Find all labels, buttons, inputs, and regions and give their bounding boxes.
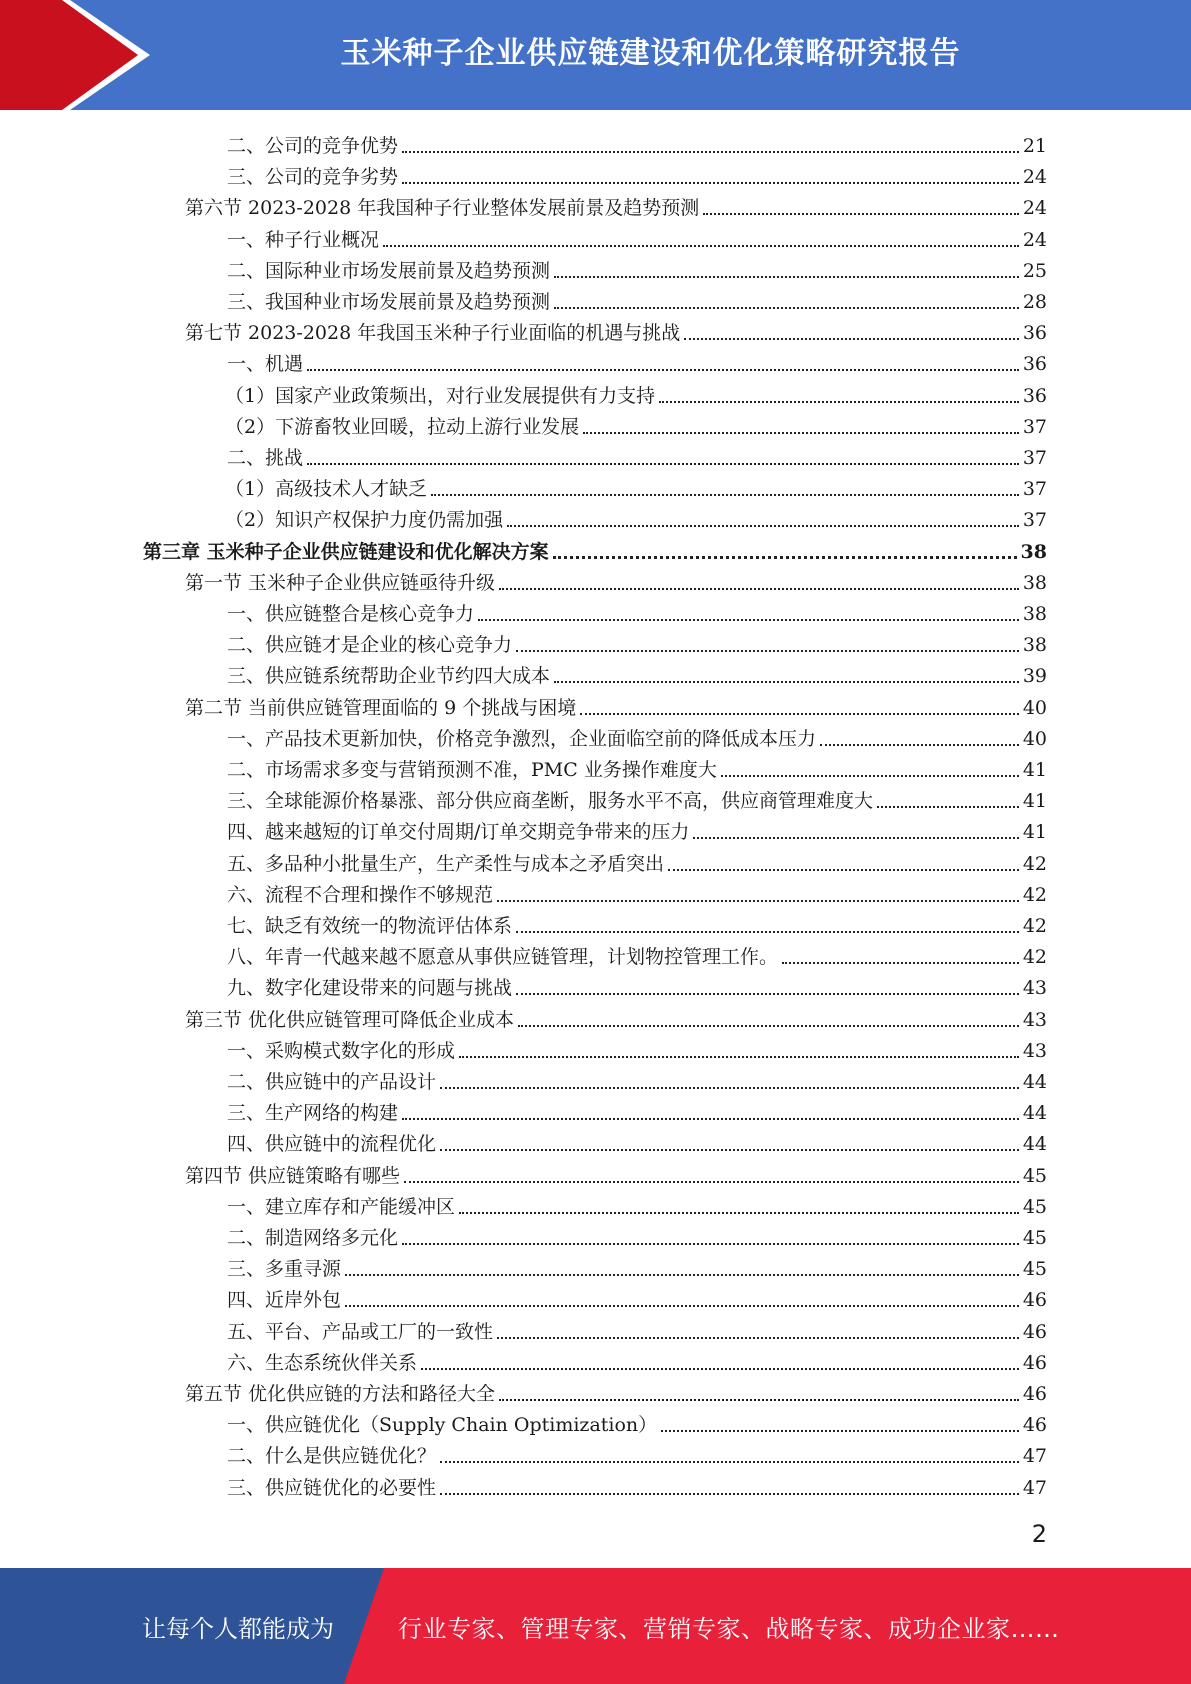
- report-header: [0, 0, 1191, 110]
- toc-page-number: 37: [1022, 478, 1047, 501]
- toc-entry-title: 第三章 玉米种子企业供应链建设和优化解决方案: [143, 540, 549, 563]
- toc-subsection-entry[interactable]: [227, 938, 1047, 969]
- toc-dot-leader: [661, 1430, 1019, 1432]
- toc-subsection-entry[interactable]: [227, 751, 1047, 782]
- toc-dot-leader: [402, 182, 1019, 184]
- toc-page-number: 45: [1022, 1227, 1047, 1249]
- toc-subsection-entry[interactable]: [227, 626, 1047, 657]
- toc-page-number: 42: [1022, 852, 1047, 875]
- toc-page-number: 47: [1022, 1476, 1047, 1499]
- toc-dot-leader: [345, 1305, 1019, 1307]
- toc-subsection-entry[interactable]: [225, 377, 1047, 408]
- toc-entry-title: 三、全球能源价格暴涨、部分供应商垄断，服务水平不高，供应商管理难度大: [227, 790, 874, 813]
- toc-subsection-entry[interactable]: [227, 1125, 1047, 1156]
- toc-page-number: 38: [1022, 634, 1047, 657]
- toc-entry-title: 一、机遇: [227, 353, 304, 376]
- toc-page-number: 41: [1022, 821, 1047, 844]
- toc-page-number: 38: [1022, 603, 1047, 625]
- toc-dot-leader: [782, 962, 1019, 964]
- toc-page-number: 46: [1022, 1320, 1047, 1343]
- toc-page-number: 46: [1022, 1289, 1047, 1312]
- toc-entry-title: 三、我国种业市场发展前景及趋势预测: [227, 291, 551, 313]
- toc-entry-title: 第五节 优化供应链的方法和路径大全: [185, 1383, 496, 1405]
- toc-dot-leader: [516, 650, 1019, 652]
- toc-page-number: 38: [1020, 540, 1047, 563]
- toc-dot-leader: [659, 401, 1019, 403]
- toc-entry-title: 四、近岸外包: [227, 1289, 342, 1312]
- chevron-arrow-icon: [0, 0, 160, 110]
- toc-subsection-entry[interactable]: [227, 1437, 1047, 1468]
- toc-page-number: 45: [1022, 1195, 1047, 1218]
- toc-dot-leader: [307, 369, 1019, 371]
- toc-dot-leader: [421, 1368, 1019, 1370]
- toc-subsection-entry[interactable]: [227, 158, 1047, 189]
- toc-subsection-entry[interactable]: [227, 813, 1047, 844]
- page-number: 2: [1031, 1520, 1047, 1548]
- toc-page-number: 21: [1022, 135, 1047, 157]
- toc-dot-leader: [553, 556, 1017, 559]
- toc-entry-title: 六、生态系统伙伴关系: [227, 1351, 418, 1374]
- toc-page-number: 36: [1022, 322, 1047, 345]
- toc-page-number: 38: [1022, 571, 1047, 594]
- toc-page-number: 37: [1022, 415, 1047, 438]
- toc-page-number: 24: [1022, 228, 1047, 251]
- toc-subsection-entry[interactable]: [227, 1406, 1047, 1437]
- toc-dot-leader: [478, 619, 1019, 621]
- toc-entry-title: 第二节 当前供应链管理面临的 9 个挑战与困境: [185, 696, 577, 719]
- toc-page-number: 46: [1022, 1351, 1047, 1374]
- toc-dot-leader: [668, 869, 1019, 871]
- toc-page-number: 44: [1022, 1102, 1047, 1125]
- toc-dot-leader: [402, 1118, 1019, 1120]
- toc-dot-leader: [404, 1181, 1019, 1183]
- toc-entry-title: 第七节 2023-2028 年我国玉米种子行业面临的机遇与挑战: [185, 322, 681, 345]
- toc-dot-leader: [554, 307, 1019, 309]
- toc-page-number: 46: [1022, 1383, 1047, 1405]
- toc-entry-title: 三、供应链系统帮助企业节约四大成本: [227, 665, 551, 688]
- toc-subsection-entry[interactable]: [227, 876, 1047, 907]
- toc-page-number: 45: [1022, 1164, 1047, 1187]
- toc-entry-title: （2）下游畜牧业回暖，拉动上游行业发展: [225, 415, 580, 438]
- toc-page-number: 43: [1022, 977, 1047, 1000]
- toc-dot-leader: [499, 588, 1019, 590]
- toc-entry-title: 五、多品种小批量生产，生产柔性与成本之矛盾突出: [227, 852, 665, 875]
- toc-dot-leader: [402, 151, 1019, 153]
- toc-dot-leader: [440, 1149, 1019, 1151]
- toc-chapter-entry[interactable]: [143, 533, 1047, 564]
- toc-entry-title: （2）知识产权保护力度仍需加强: [225, 509, 504, 532]
- toc-entry-title: 二、什么是供应链优化？: [227, 1445, 437, 1468]
- toc-section-entry[interactable]: [185, 689, 1047, 720]
- toc-page-number: 36: [1022, 384, 1047, 407]
- toc-entry-title: 一、供应链整合是核心竞争力: [227, 603, 475, 625]
- toc-dot-leader: [554, 681, 1019, 683]
- toc-dot-leader: [383, 245, 1019, 247]
- toc-entry-title: 第四节 供应链策略有哪些: [185, 1164, 401, 1187]
- toc-page-number: 40: [1022, 696, 1047, 719]
- toc-subsection-entry[interactable]: [227, 1063, 1047, 1094]
- toc-subsection-entry[interactable]: [227, 1469, 1047, 1500]
- toc-page-number: 46: [1022, 1414, 1047, 1437]
- toc-entry-title: 三、供应链优化的必要性: [227, 1476, 437, 1499]
- toc-subsection-entry[interactable]: [227, 782, 1047, 813]
- toc-subsection-entry[interactable]: [227, 221, 1047, 252]
- toc-page-number: 41: [1022, 790, 1047, 813]
- toc-entry-title: 三、公司的竞争劣势: [227, 166, 399, 189]
- toc-page-number: 28: [1022, 291, 1047, 313]
- toc-entry-title: 一、供应链优化（Supply Chain Optimization）: [227, 1414, 658, 1437]
- toc-dot-leader: [499, 1399, 1019, 1401]
- toc-subsection-entry[interactable]: [227, 127, 1047, 158]
- toc-entry-title: 第一节 玉米种子企业供应链亟待升级: [185, 571, 496, 594]
- toc-dot-leader: [554, 276, 1019, 278]
- footer-banner: [0, 1568, 1191, 1684]
- toc-subsection-entry[interactable]: [227, 439, 1047, 470]
- toc-page-number: 37: [1022, 447, 1047, 469]
- toc-section-entry[interactable]: [185, 564, 1047, 595]
- toc-subsection-entry[interactable]: [227, 657, 1047, 688]
- report-title: 玉米种子企业供应链建设和优化策略研究报告: [340, 36, 961, 71]
- toc-subsection-entry[interactable]: [227, 1094, 1047, 1125]
- toc-dot-leader: [440, 1461, 1019, 1463]
- toc-dot-leader: [516, 993, 1019, 995]
- toc-page-number: 40: [1022, 727, 1047, 750]
- toc-entry-title: 一、建立库存和产能缓冲区: [227, 1195, 456, 1218]
- toc-subsection-entry[interactable]: [227, 969, 1047, 1000]
- toc-subsection-entry[interactable]: [227, 283, 1047, 314]
- toc-entry-title: 四、越来越短的订单交付周期/订单交期竞争带来的压力: [227, 821, 690, 844]
- toc-subsection-entry[interactable]: [227, 845, 1047, 876]
- toc-subsection-entry[interactable]: [227, 1032, 1047, 1063]
- toc-page-number: 37: [1022, 509, 1047, 532]
- toc-dot-leader: [693, 837, 1018, 839]
- toc-entry-title: 第六节 2023-2028 年我国种子行业整体发展前景及趋势预测: [185, 197, 700, 220]
- toc-subsection-entry[interactable]: [225, 408, 1047, 439]
- toc-dot-leader: [820, 744, 1019, 746]
- footer-slogan-left: 让每个人都能成为: [142, 1614, 334, 1643]
- toc-dot-leader: [497, 900, 1019, 902]
- toc-section-entry[interactable]: [185, 314, 1047, 345]
- toc-subsection-entry[interactable]: [227, 1188, 1047, 1219]
- toc-entry-title: 第三节 优化供应链管理可降低企业成本: [185, 1008, 515, 1031]
- toc-entry-title: 二、公司的竞争优势: [227, 135, 399, 157]
- toc-page-number: 24: [1022, 197, 1047, 220]
- toc-entry-title: 三、多重寻源: [227, 1258, 342, 1281]
- toc-entry-title: （1）国家产业政策频出，对行业发展提供有力支持: [225, 384, 656, 407]
- toc-section-entry[interactable]: [185, 189, 1047, 220]
- toc-dot-leader: [516, 931, 1019, 933]
- toc-entry-title: 二、制造网络多元化: [227, 1227, 399, 1249]
- toc-page-number: 44: [1022, 1133, 1047, 1156]
- toc-page-number: 43: [1022, 1008, 1047, 1031]
- toc-page-number: 42: [1022, 946, 1047, 969]
- toc-dot-leader: [583, 432, 1019, 434]
- toc-dot-leader: [580, 713, 1019, 715]
- toc-entry-title: 七、缺乏有效统一的物流评估体系: [227, 915, 513, 937]
- toc-dot-leader: [877, 806, 1019, 808]
- toc-subsection-entry[interactable]: [227, 1250, 1047, 1281]
- toc-dot-leader: [459, 1212, 1019, 1214]
- toc-subsection-entry[interactable]: [227, 345, 1047, 376]
- toc-page-number: 42: [1022, 883, 1047, 906]
- toc-entry-title: 三、生产网络的构建: [227, 1102, 399, 1125]
- toc-subsection-entry[interactable]: [227, 1281, 1047, 1312]
- toc-entry-title: 二、供应链中的产品设计: [227, 1071, 437, 1093]
- toc-entry-title: 一、产品技术更新加快，价格竞争激烈，企业面临空前的降低成本压力: [227, 727, 817, 750]
- toc-subsection-entry[interactable]: [227, 1313, 1047, 1344]
- toc-dot-leader: [345, 1274, 1019, 1276]
- toc-entry-title: 一、采购模式数字化的形成: [227, 1039, 456, 1062]
- toc-dot-leader: [440, 1087, 1019, 1089]
- toc-dot-leader: [307, 463, 1019, 465]
- toc-page-number: 44: [1022, 1071, 1047, 1093]
- toc-entry-title: 六、流程不合理和操作不够规范: [227, 883, 494, 906]
- toc-page-number: 45: [1022, 1258, 1047, 1281]
- toc-entry-title: 九、数字化建设带来的问题与挑战: [227, 977, 513, 1000]
- toc-entry-title: 四、供应链中的流程优化: [227, 1133, 437, 1156]
- toc-dot-leader: [684, 338, 1019, 340]
- toc-page-number: 43: [1022, 1039, 1047, 1062]
- toc-page-number: 41: [1022, 759, 1047, 781]
- toc-subsection-entry[interactable]: [227, 252, 1047, 283]
- toc-subsection-entry[interactable]: [227, 595, 1047, 626]
- toc-dot-leader: [440, 1493, 1019, 1495]
- toc-entry-title: 二、市场需求多变与营销预测不准，PMC 业务操作难度大: [227, 759, 717, 781]
- toc-page-number: 36: [1022, 353, 1047, 376]
- toc-section-entry[interactable]: [185, 1001, 1047, 1032]
- toc-dot-leader: [703, 213, 1019, 215]
- toc-page-number: 24: [1022, 166, 1047, 189]
- toc-dot-leader: [497, 1337, 1019, 1339]
- toc-entry-title: 八、年青一代越来越不愿意从事供应链管理，计划物控管理工作。: [227, 946, 779, 969]
- toc-subsection-entry[interactable]: [227, 907, 1047, 938]
- toc-subsection-entry[interactable]: [227, 1219, 1047, 1250]
- toc-entry-title: 二、供应链才是企业的核心竞争力: [227, 634, 513, 657]
- toc-subsection-entry[interactable]: [227, 720, 1047, 751]
- toc-page-number: 47: [1022, 1445, 1047, 1468]
- toc-entry-title: 二、挑战: [227, 447, 304, 469]
- toc-subsection-entry[interactable]: [225, 501, 1047, 532]
- toc-dot-leader: [459, 1056, 1019, 1058]
- toc-section-entry[interactable]: [185, 1375, 1047, 1406]
- toc-entry-title: 五、平台、产品或工厂的一致性: [227, 1320, 494, 1343]
- toc-page-number: 39: [1022, 665, 1047, 688]
- toc-dot-leader: [402, 1243, 1019, 1245]
- toc-entry-title: （1）高级技术人才缺乏: [225, 478, 428, 501]
- toc-dot-leader: [721, 775, 1019, 777]
- toc-subsection-entry[interactable]: [225, 470, 1047, 501]
- footer-slogan-right: 行业专家、管理专家、营销专家、战略专家、成功企业家……: [398, 1614, 1060, 1643]
- toc-page-number: 42: [1022, 915, 1047, 937]
- toc-subsection-entry[interactable]: [227, 1344, 1047, 1375]
- toc-entry-title: 一、种子行业概况: [227, 228, 380, 251]
- toc-dot-leader: [507, 525, 1019, 527]
- toc-page-number: 25: [1022, 259, 1047, 282]
- toc-entry-title: 二、国际种业市场发展前景及趋势预测: [227, 259, 551, 282]
- toc-section-entry[interactable]: [185, 1157, 1047, 1188]
- toc-dot-leader: [431, 494, 1019, 496]
- toc-dot-leader: [518, 1025, 1019, 1027]
